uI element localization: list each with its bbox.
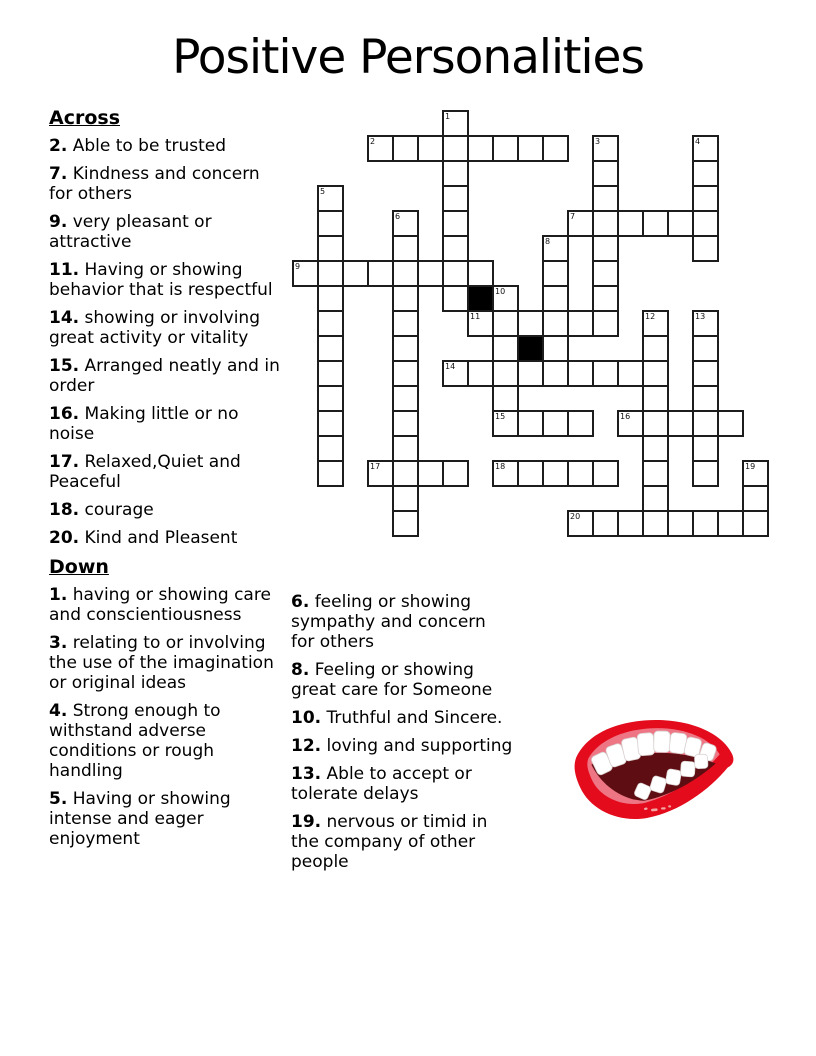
grid-cell[interactable]	[317, 435, 344, 462]
grid-cell[interactable]	[442, 110, 469, 137]
grid-cell[interactable]	[692, 460, 719, 487]
grid-cell[interactable]	[592, 310, 619, 337]
grid-cell[interactable]	[442, 360, 469, 387]
grid-cell[interactable]	[492, 310, 519, 337]
clue-number: 4.	[49, 701, 68, 721]
clue-17: 17. Relaxed,Quiet and Peaceful	[49, 452, 241, 492]
clue-4: 4. Strong enough to withstand adverse conditions or rough handling	[49, 701, 221, 781]
grid-cell[interactable]	[542, 310, 569, 337]
cell-number: 16	[620, 412, 631, 421]
grid-cell[interactable]	[642, 485, 669, 512]
grid-cell[interactable]	[392, 460, 419, 487]
grid-cell[interactable]	[642, 360, 669, 387]
grid-cell[interactable]	[592, 210, 619, 237]
grid-cell[interactable]	[442, 210, 469, 237]
cell-number: 18	[495, 462, 506, 471]
grid-cell[interactable]	[542, 235, 569, 262]
grid-cell[interactable]	[492, 460, 519, 487]
grid-cell[interactable]	[317, 310, 344, 337]
cell-number: 4	[695, 137, 701, 146]
grid-cell[interactable]	[617, 510, 644, 537]
clue-number: 18.	[49, 500, 80, 520]
grid-cell[interactable]	[592, 235, 619, 262]
grid-cell[interactable]	[492, 285, 519, 312]
grid-cell[interactable]	[642, 510, 669, 537]
cell-number: 8	[545, 237, 551, 246]
grid-cell[interactable]	[542, 460, 569, 487]
clue-2: 2. Able to be trusted	[49, 136, 227, 156]
grid-cell[interactable]	[492, 360, 519, 387]
grid-cell[interactable]	[742, 485, 769, 512]
clue-number: 10.	[291, 708, 322, 728]
grid-cell[interactable]	[642, 210, 669, 237]
grid-cell[interactable]	[467, 135, 494, 162]
clue-8: 8. Feeling or showing great care for Someone	[291, 660, 493, 700]
grid-cell[interactable]	[542, 285, 569, 312]
grid-cell[interactable]	[742, 460, 769, 487]
grid-cell[interactable]	[667, 210, 694, 237]
grid-cell[interactable]	[392, 435, 419, 462]
grid-cell[interactable]	[442, 235, 469, 262]
cell-number: 5	[320, 187, 326, 196]
grid-cell[interactable]	[417, 260, 444, 287]
grid-cell[interactable]	[392, 510, 419, 537]
grid-cell[interactable]	[317, 210, 344, 237]
cell-number: 19	[745, 462, 756, 471]
grid-cell[interactable]	[492, 335, 519, 362]
clue-number: 12.	[291, 736, 322, 756]
crossword-grid	[292, 110, 769, 537]
clue-number: 17.	[49, 452, 80, 472]
grid-cell[interactable]	[392, 485, 419, 512]
grid-cell[interactable]	[317, 460, 344, 487]
grid-cell[interactable]	[592, 460, 619, 487]
grid-cell[interactable]	[367, 460, 394, 487]
cell-number: 11	[470, 312, 481, 321]
grid-cell[interactable]	[567, 510, 594, 537]
grid-cell[interactable]	[692, 510, 719, 537]
grid-cell[interactable]	[392, 285, 419, 312]
grid-cell[interactable]	[692, 210, 719, 237]
grid-cell[interactable]	[717, 510, 744, 537]
clue-number: 8.	[291, 660, 310, 680]
grid-cell[interactable]	[492, 410, 519, 437]
grid-cell[interactable]	[442, 460, 469, 487]
clue-number: 5.	[49, 789, 68, 809]
clue-11: 11. Having or showing behavior that is respectful	[49, 260, 273, 300]
grid-cell[interactable]	[642, 310, 669, 337]
grid-cell[interactable]	[692, 360, 719, 387]
grid-cell[interactable]	[492, 385, 519, 412]
clue-19: 19. nervous or timid in the company of other people	[291, 812, 488, 872]
grid-cell[interactable]	[642, 460, 669, 487]
clue-number: 6.	[291, 592, 310, 612]
grid-cell[interactable]	[392, 310, 419, 337]
cell-number: 7	[570, 212, 576, 221]
clue-number: 14.	[49, 308, 80, 328]
clue-9: 9. very pleasant or attractive	[49, 212, 212, 252]
grid-cell[interactable]	[692, 185, 719, 212]
cell-number: 15	[495, 412, 506, 421]
clue-number: 19.	[291, 812, 322, 832]
clue-5: 5. Having or showing intense and eager enjoyment	[49, 789, 231, 849]
cell-number: 14	[445, 362, 456, 371]
grid-cell[interactable]	[567, 410, 594, 437]
grid-cell[interactable]	[567, 310, 594, 337]
clue-number: 16.	[49, 404, 80, 424]
cell-number: 2	[370, 137, 376, 146]
grid-cell[interactable]	[367, 135, 394, 162]
clue-20: 20. Kind and Pleasent	[49, 528, 238, 548]
page-title: Positive Personalities	[172, 30, 644, 85]
grid-cell[interactable]	[567, 360, 594, 387]
grid-cell[interactable]	[392, 360, 419, 387]
grid-cell[interactable]	[392, 260, 419, 287]
grid-cell[interactable]	[692, 385, 719, 412]
clue-1: 1. having or showing care and conscientiousness	[49, 585, 271, 625]
grid-cell[interactable]	[317, 235, 344, 262]
grid-cell[interactable]	[692, 135, 719, 162]
grid-cell[interactable]	[392, 235, 419, 262]
grid-cell[interactable]	[692, 435, 719, 462]
clue-number: 13.	[291, 764, 322, 784]
clue-16: 16. Making little or no noise	[49, 404, 239, 444]
clues-left-column	[49, 107, 281, 857]
clue-15: 15. Arranged neatly and in order	[49, 356, 280, 396]
grid-cell[interactable]	[442, 260, 469, 287]
grid-cell[interactable]	[517, 460, 544, 487]
clue-14: 14. showing or involving great activity or vitality	[49, 308, 260, 348]
grid-cell[interactable]	[517, 360, 544, 387]
grid-cell[interactable]	[617, 360, 644, 387]
grid-cell[interactable]	[542, 335, 569, 362]
down-heading: Down	[49, 556, 109, 578]
grid-cell[interactable]	[292, 260, 319, 287]
cell-number: 9	[295, 262, 301, 271]
cell-number: 20	[570, 512, 581, 521]
grid-cell[interactable]	[742, 510, 769, 537]
grid-cell[interactable]	[392, 385, 419, 412]
grid-cell-black	[467, 285, 494, 312]
grid-cell[interactable]	[442, 285, 469, 312]
grid-cell[interactable]	[467, 360, 494, 387]
smiling-mouth-icon	[571, 718, 739, 820]
grid-cell[interactable]	[692, 310, 719, 337]
clue-6: 6. feeling or showing sympathy and concern for others	[291, 592, 486, 652]
grid-cell[interactable]	[442, 185, 469, 212]
grid-cell[interactable]	[467, 260, 494, 287]
grid-cell[interactable]	[317, 385, 344, 412]
grid-cell[interactable]	[367, 260, 394, 287]
cell-number: 3	[595, 137, 601, 146]
grid-cell[interactable]	[667, 510, 694, 537]
grid-cell[interactable]	[617, 410, 644, 437]
grid-cell[interactable]	[617, 210, 644, 237]
grid-cell[interactable]	[592, 135, 619, 162]
clue-12: 12. loving and supporting	[291, 736, 513, 756]
across-clues-list	[49, 136, 281, 548]
clue-7: 7. Kindness and concern for others	[49, 164, 260, 204]
grid-cell[interactable]	[642, 410, 669, 437]
cell-number: 17	[370, 462, 381, 471]
grid-cell[interactable]	[417, 135, 444, 162]
cell-number: 1	[445, 112, 451, 121]
clue-number: 15.	[49, 356, 80, 376]
grid-cell[interactable]	[642, 385, 669, 412]
grid-cell-black	[517, 335, 544, 362]
grid-cell[interactable]	[392, 210, 419, 237]
grid-cell[interactable]	[692, 410, 719, 437]
grid-cell[interactable]	[692, 235, 719, 262]
grid-cell[interactable]	[517, 135, 544, 162]
grid-cell[interactable]	[342, 260, 369, 287]
clues-middle-column	[291, 592, 513, 880]
clue-number: 11.	[49, 260, 80, 280]
grid-cell[interactable]	[592, 285, 619, 312]
grid-cell[interactable]	[592, 185, 619, 212]
clue-number: 1.	[49, 585, 68, 605]
clue-number: 3.	[49, 633, 68, 653]
grid-cell[interactable]	[567, 460, 594, 487]
grid-cell[interactable]	[592, 360, 619, 387]
grid-cell[interactable]	[317, 260, 344, 287]
grid-cell[interactable]	[692, 160, 719, 187]
grid-cell[interactable]	[542, 135, 569, 162]
cell-number: 13	[695, 312, 706, 321]
cell-number: 6	[395, 212, 401, 221]
grid-cell[interactable]	[442, 135, 469, 162]
clue-number: 7.	[49, 164, 68, 184]
grid-cell[interactable]	[317, 410, 344, 437]
clue-18: 18. courage	[49, 500, 154, 520]
grid-cell[interactable]	[592, 260, 619, 287]
across-heading: Across	[49, 107, 121, 129]
cell-number: 12	[645, 312, 656, 321]
grid-cell[interactable]	[667, 410, 694, 437]
grid-cell[interactable]	[467, 310, 494, 337]
grid-cell[interactable]	[717, 410, 744, 437]
grid-cell[interactable]	[642, 335, 669, 362]
grid-cell[interactable]	[592, 510, 619, 537]
grid-cell[interactable]	[517, 310, 544, 337]
grid-cell[interactable]	[642, 435, 669, 462]
grid-cell[interactable]	[517, 410, 544, 437]
clue-number: 20.	[49, 528, 80, 548]
grid-cell[interactable]	[317, 185, 344, 212]
grid-cell[interactable]	[592, 160, 619, 187]
cell-number: 10	[495, 287, 506, 296]
clue-number: 2.	[49, 136, 68, 156]
grid-cell[interactable]	[317, 335, 344, 362]
grid-cell[interactable]	[567, 210, 594, 237]
clue-3: 3. relating to or involving the use of the imagination or original ideas	[49, 633, 274, 693]
grid-cell[interactable]	[542, 360, 569, 387]
grid-cell[interactable]	[692, 335, 719, 362]
clue-13: 13. Able to accept or tolerate delays	[291, 764, 472, 804]
grid-cell[interactable]	[442, 160, 469, 187]
grid-cell[interactable]	[392, 135, 419, 162]
grid-cell[interactable]	[542, 410, 569, 437]
down-clues-list-right	[291, 592, 513, 872]
grid-cell[interactable]	[317, 285, 344, 312]
grid-cell[interactable]	[317, 360, 344, 387]
grid-cell[interactable]	[542, 260, 569, 287]
grid-cell[interactable]	[392, 335, 419, 362]
grid-cell[interactable]	[492, 135, 519, 162]
clue-10: 10. Truthful and Sincere.	[291, 708, 503, 728]
grid-cell[interactable]	[417, 460, 444, 487]
clue-number: 9.	[49, 212, 68, 232]
grid-cell[interactable]	[392, 410, 419, 437]
down-clues-list-left	[49, 585, 281, 849]
